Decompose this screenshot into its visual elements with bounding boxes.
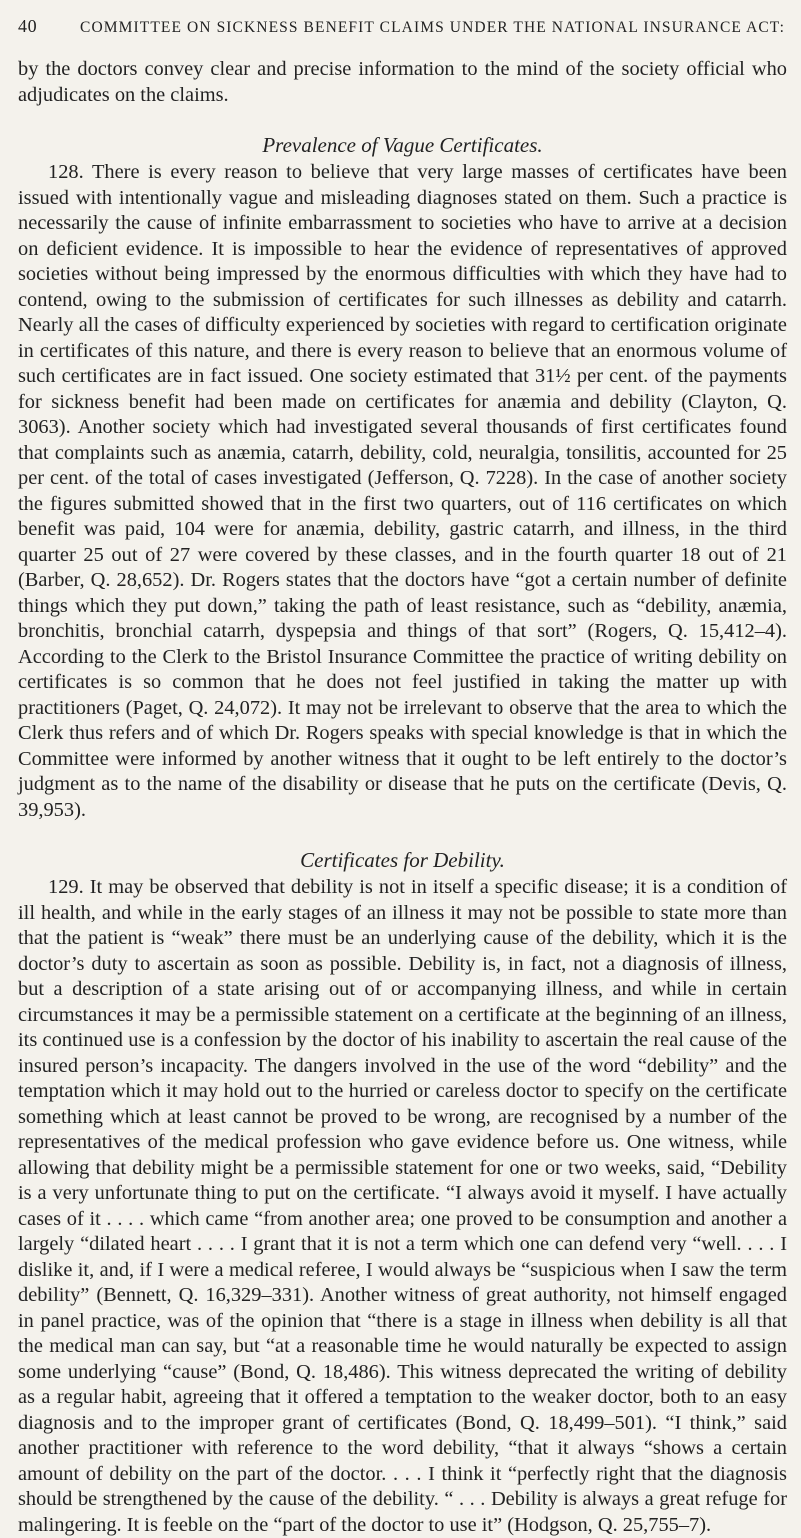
section-heading-debility: Certificates for Debility. [300, 848, 505, 872]
running-header [18, 16, 787, 37]
intro-paragraph: by the doctors convey clear and precise information to the mind of the society official who adjudicates on the claims. [18, 58, 787, 106]
paragraph-128: 128. There is every reason to believe that very large masses of certificates have been issued with intentionally vague and misleading diagnoses stated on them. Such a practice is necessarily the cause of infinite embarrassment to societies who have to arrive at a decision on deficient evidence. It is impossible to hear the evidence of representatives of approved societies without being impressed by the enormous difficulties with which they have had to contend, owing to the submission of certificates for such illnesses as debility and catarrh. Nearly all the cases of difficulty experienced by societies with regard to certification originate in certificates of this nature, and there is every reason to believe that an enormous volume of such certificates are in fact issued. One society estimated that 31½ per cent. of the payments for sickness benefit had been made on certificates for anæmia and debility (Clayton, Q. 3063). Another society which had investigated several thousands of first certificates found that complaints such as anæmia, catarrh, debility, cold, neuralgia, tonsilitis, accounted for 25 per cent. of the total of cases investigated (Jefferson, Q. 7228). In the case of another society the figures submitted showed that in the first two quarters, out of 116 certificates on which benefit was paid, 104 were for anæmia, debility, gastric catarrh, and illness, in the third quarter 25 out of 27 were covered by these classes, and in the fourth quarter 18 out of 21 (Barber, Q. 28,652). Dr. Rogers states that the doctors have “got a certain number of definite things which they put down,” taking the path of least resistance, such as “debility, anæmia, bronchitis, bronchial catarrh, dyspepsia and things of that sort” (Rogers, Q. 15,412–4). According to the Clerk to the Bristol Insurance Committee the practice of writing debility on certificates is so common that he does not feel justified in taking the matter up with practitioners (Paget, Q. 24,072). It may not be irrelevant to observe that the area to which the Clerk thus refers and of which Dr. Rogers speaks with special knowledge is that in which the Committee were informed by another witness that it ought to be left entirely to the doctor’s judgment as to the name of the disability or disease that he puts on the certificate (Devis, Q. 39,953). [18, 161, 787, 821]
section-heading-prevalence: Prevalence of Vague Certificates. [262, 133, 543, 157]
page-number: 40 [18, 16, 38, 36]
paragraph-129: 129. It may be observed that debility is not in itself a specific disease; it is a condition of ill health, and while in the early stages of an illness it may not be possible to state more than that the patient is “weak” there must be an underlying cause of the debility, which it is the doctor’s duty to ascertain as soon as possible. Debility is, in fact, not a diagnosis of illness, but a description of a state arising out of or accompanying illness, and while in certain circumstances it may be a permissible statement on a certificate at the beginning of an illness, its continued use is a confession by the doctor of his inability to ascertain the real cause of the insured person’s incapacity. The dangers involved in the use of the word “debility” and the temptation which it may hold out to the hurried or careless doctor to specify on the certificate something which at least cannot be proved to be wrong, are recognised by a number of the representatives of the medical profession who gave evidence before us. One witness, while allowing that debility might be a permissible statement for one or two weeks, said, “Debility is a very unfortunate thing to put on the certificate. “I always avoid it myself. I have actually cases of it . . . . which came “from another area; one proved to be consumption and another a largely “dilated heart . . . . I grant that it is not a term which one can defend very “well. . . . I dislike it, and, if I were a medical referee, I would always be “suspicious when I saw the term debility” (Bennett, Q. 16,329–331). Another witness of great authority, not himself engaged in panel practice, was of the opinion that “there is a stage in illness when debility is all that the medical man can say, but “at a reasonable time he would naturally be expected to assign some underlying “cause” (Bond, Q. 18,486). This witness deprecated the writing of debility as a regular habit, agreeing that it offered a temptation to the weaker doctor, both to an easy diagnosis and to the improper grant of certificates (Bond, Q. 18,499–501). “I think,” said another practitioner with reference to the word debility, “that it always “shows a certain amount of debility on the part of the doctor. . . . I think it “perfectly right that the diagnosis should be strengthened by the cause of the debility. “ . . . Debility is always a great refuge for malingering. It is feeble on the “part of the doctor to use it” (Hodgson, Q. 25,755–7). [18, 876, 787, 1536]
running-title: COMMITTEE ON SICKNESS BENEFIT CLAIMS UNDER THE NATIONAL INSURANCE ACT: [80, 19, 785, 36]
